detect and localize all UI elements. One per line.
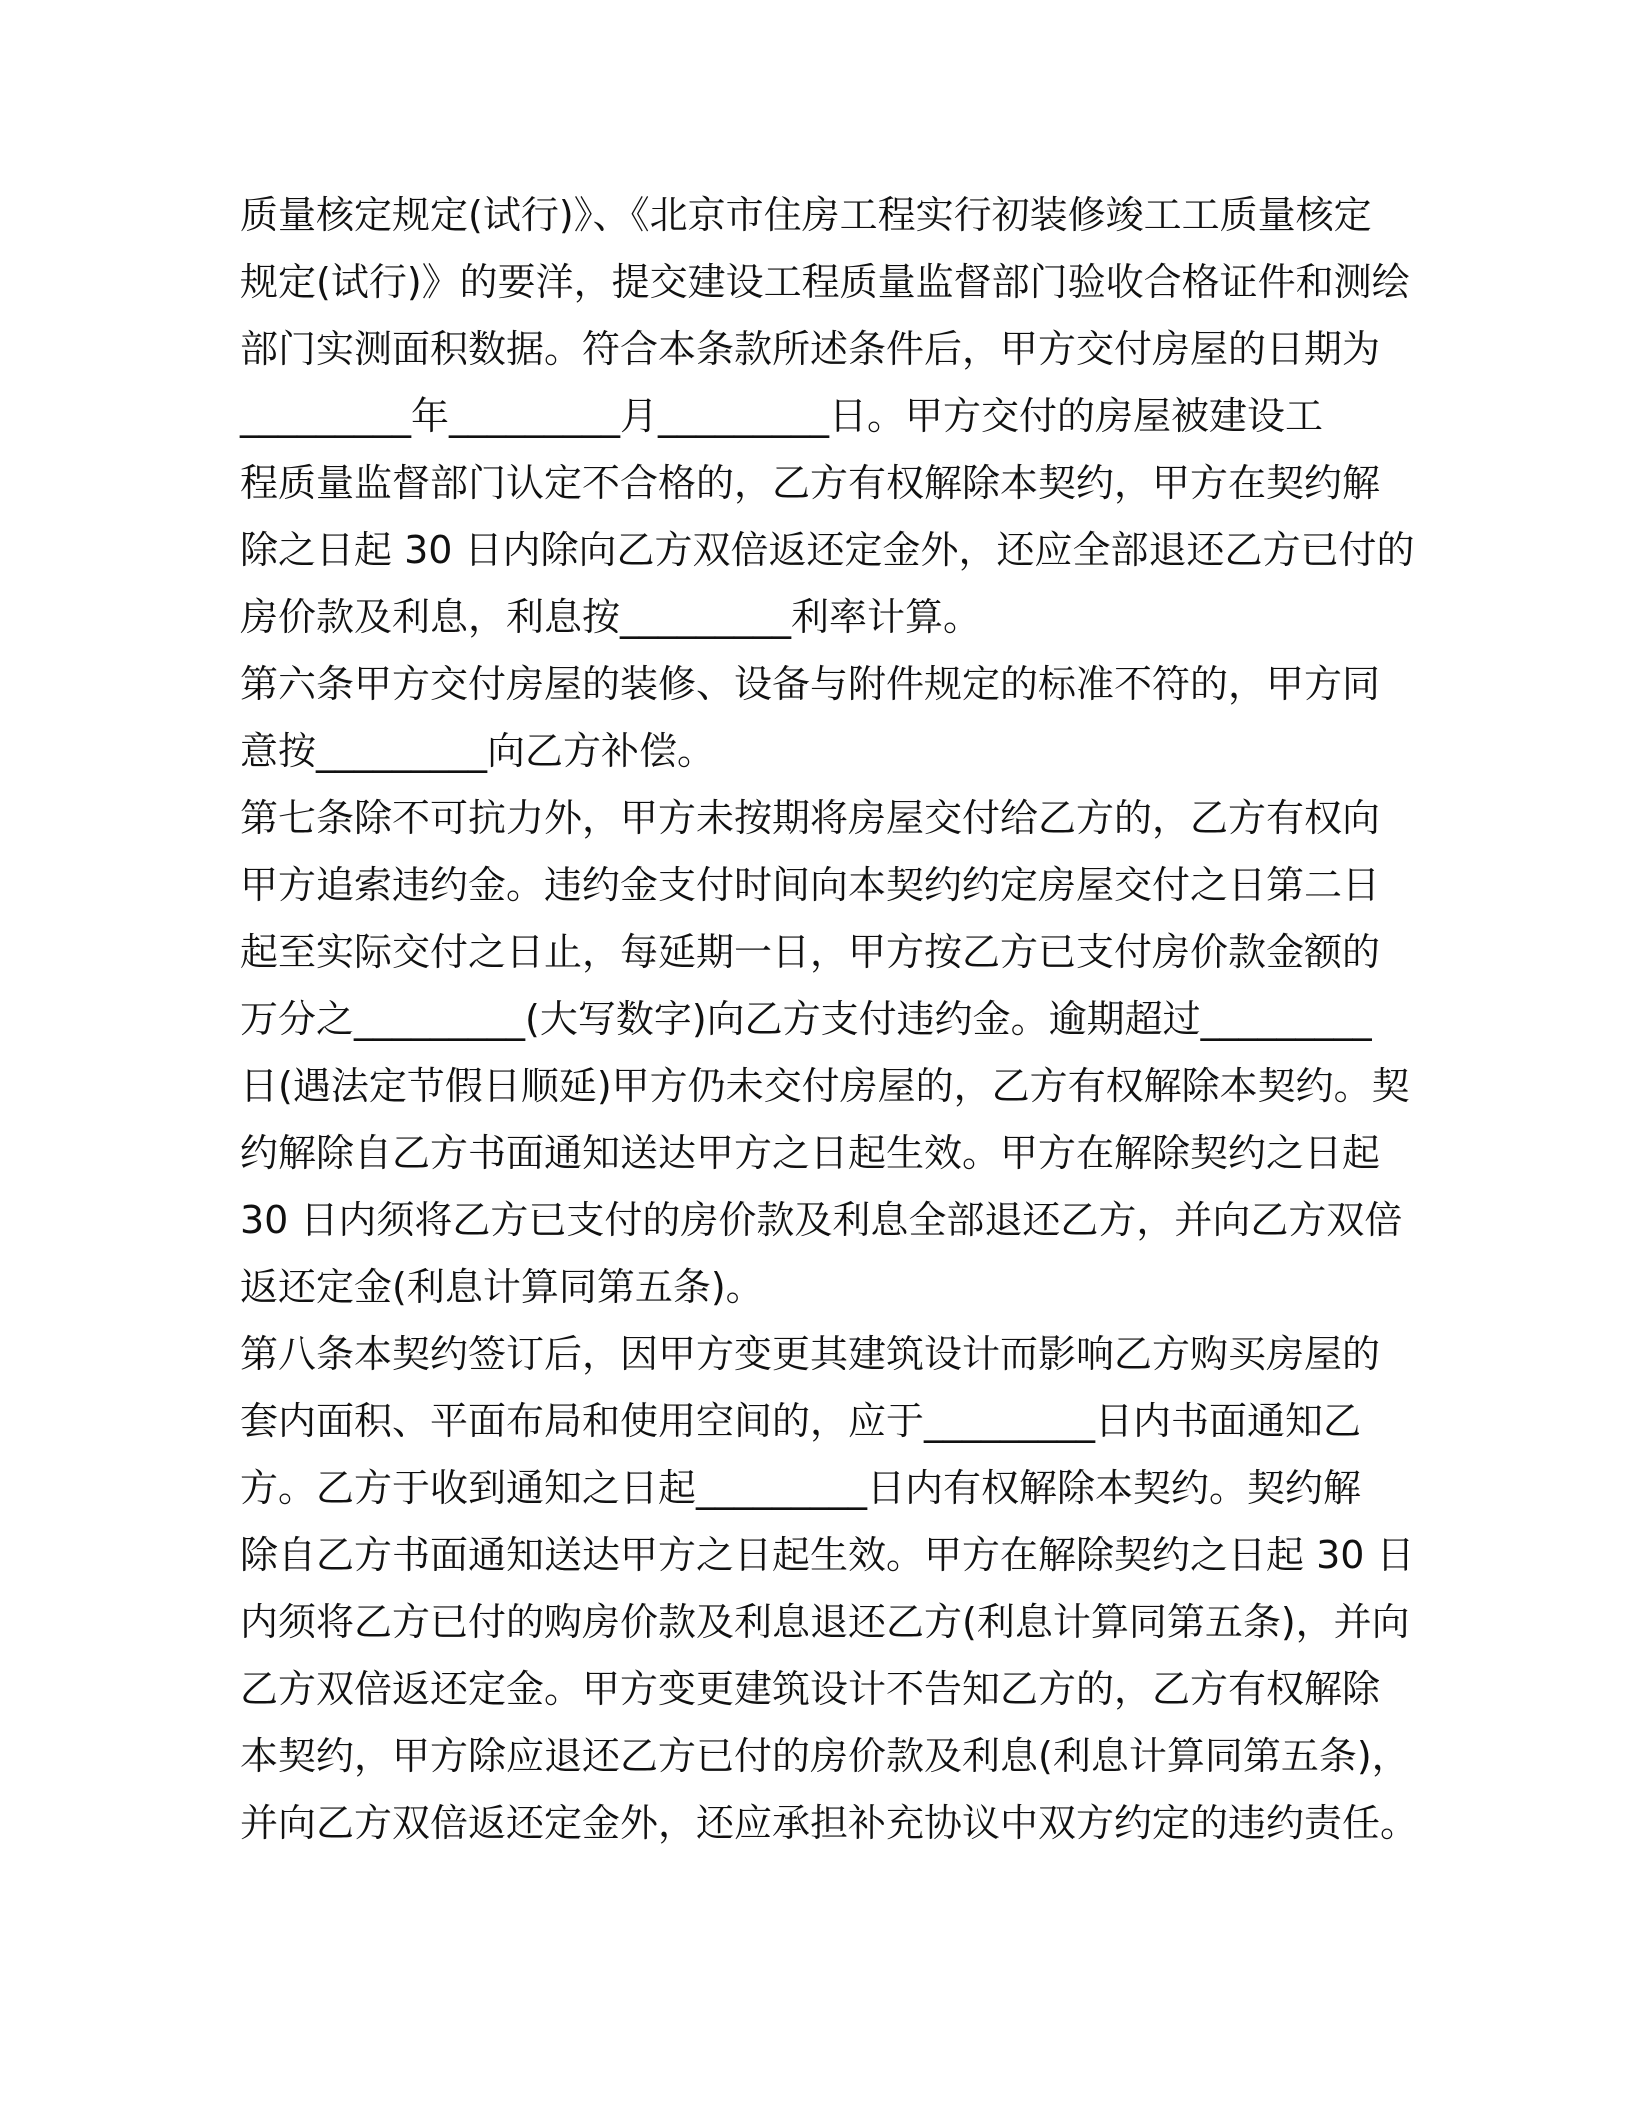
- article-7-heading-line: 第七条除不可抗力外，甲方未按期将房屋交付给乙方的，乙方有权向: [240, 796, 1381, 840]
- text-line: 除自乙方书面通知送达甲方之日起生效。甲方在解除契约之日起 30 日: [240, 1533, 1415, 1577]
- article-6-heading-line: 第六条甲方交付房屋的装修、设备与附件规定的标准不符的，甲方同: [240, 662, 1381, 706]
- text-line: 甲方追索违约金。违约金支付时间向本契约约定房屋交付之日第二日: [240, 863, 1381, 907]
- document-body: [240, 182, 1419, 1857]
- text-line: 质量核定规定(试行)》、《北京市住房工程实行初装修竣工工质量核定: [240, 193, 1372, 237]
- text-line: 除之日起 30 日内除向乙方双倍返还定金外，还应全部退还乙方已付的: [240, 528, 1415, 572]
- text-line: 本契约，甲方除应退还乙方已付的房价款及利息(利息计算同第五条)，: [240, 1734, 1410, 1778]
- text-line: 起至实际交付之日止，每延期一日，甲方按乙方已支付房价款金额的: [240, 930, 1381, 974]
- text-line: 内须将乙方已付的购房价款及利息退还乙方(利息计算同第五条)，并向: [240, 1600, 1410, 1644]
- text-line: 日(遇法定节假日顺延)甲方仍未交付房屋的，乙方有权解除本契约。契: [240, 1064, 1410, 1108]
- text-line: 套内面积、平面布局和使用空间的，应于_________日内书面通知乙: [240, 1399, 1362, 1443]
- text-line: 30 日内须将乙方已支付的房价款及利息全部退还乙方，并向乙方双倍: [240, 1198, 1403, 1242]
- text-line: 返还定金(利息计算同第五条)。: [240, 1265, 764, 1309]
- text-line: 方。乙方于收到通知之日起_________日内有权解除本契约。契约解: [240, 1466, 1362, 1510]
- text-line: 程质量监督部门认定不合格的，乙方有权解除本契约，甲方在契约解: [240, 461, 1381, 505]
- text-line: 约解除自乙方书面通知送达甲方之日起生效。甲方在解除契约之日起: [240, 1131, 1381, 1175]
- text-line: 部门实测面积数据。符合本条款所述条件后，甲方交付房屋的日期为: [240, 327, 1381, 371]
- article-8-heading-line: 第八条本契约签订后，因甲方变更其建筑设计而影响乙方购买房屋的: [240, 1332, 1381, 1376]
- text-line: _________年_________月_________日。甲方交付的房屋被建设工: [240, 394, 1324, 438]
- text-line: 房价款及利息，利息按_________利率计算。: [240, 595, 982, 639]
- text-line: 意按_________向乙方补偿。: [240, 729, 716, 773]
- text-line: 并向乙方双倍返还定金外，还应承担补充协议中双方约定的违约责任。: [240, 1801, 1419, 1845]
- text-line: 万分之_________(大写数字)向乙方支付违约金。逾期超过_________: [240, 997, 1372, 1041]
- text-line: 乙方双倍返还定金。甲方变更建筑设计不告知乙方的，乙方有权解除: [240, 1667, 1381, 1711]
- text-line: 规定(试行)》的要洋，提交建设工程质量监督部门验收合格证件和测绘: [240, 260, 1410, 304]
